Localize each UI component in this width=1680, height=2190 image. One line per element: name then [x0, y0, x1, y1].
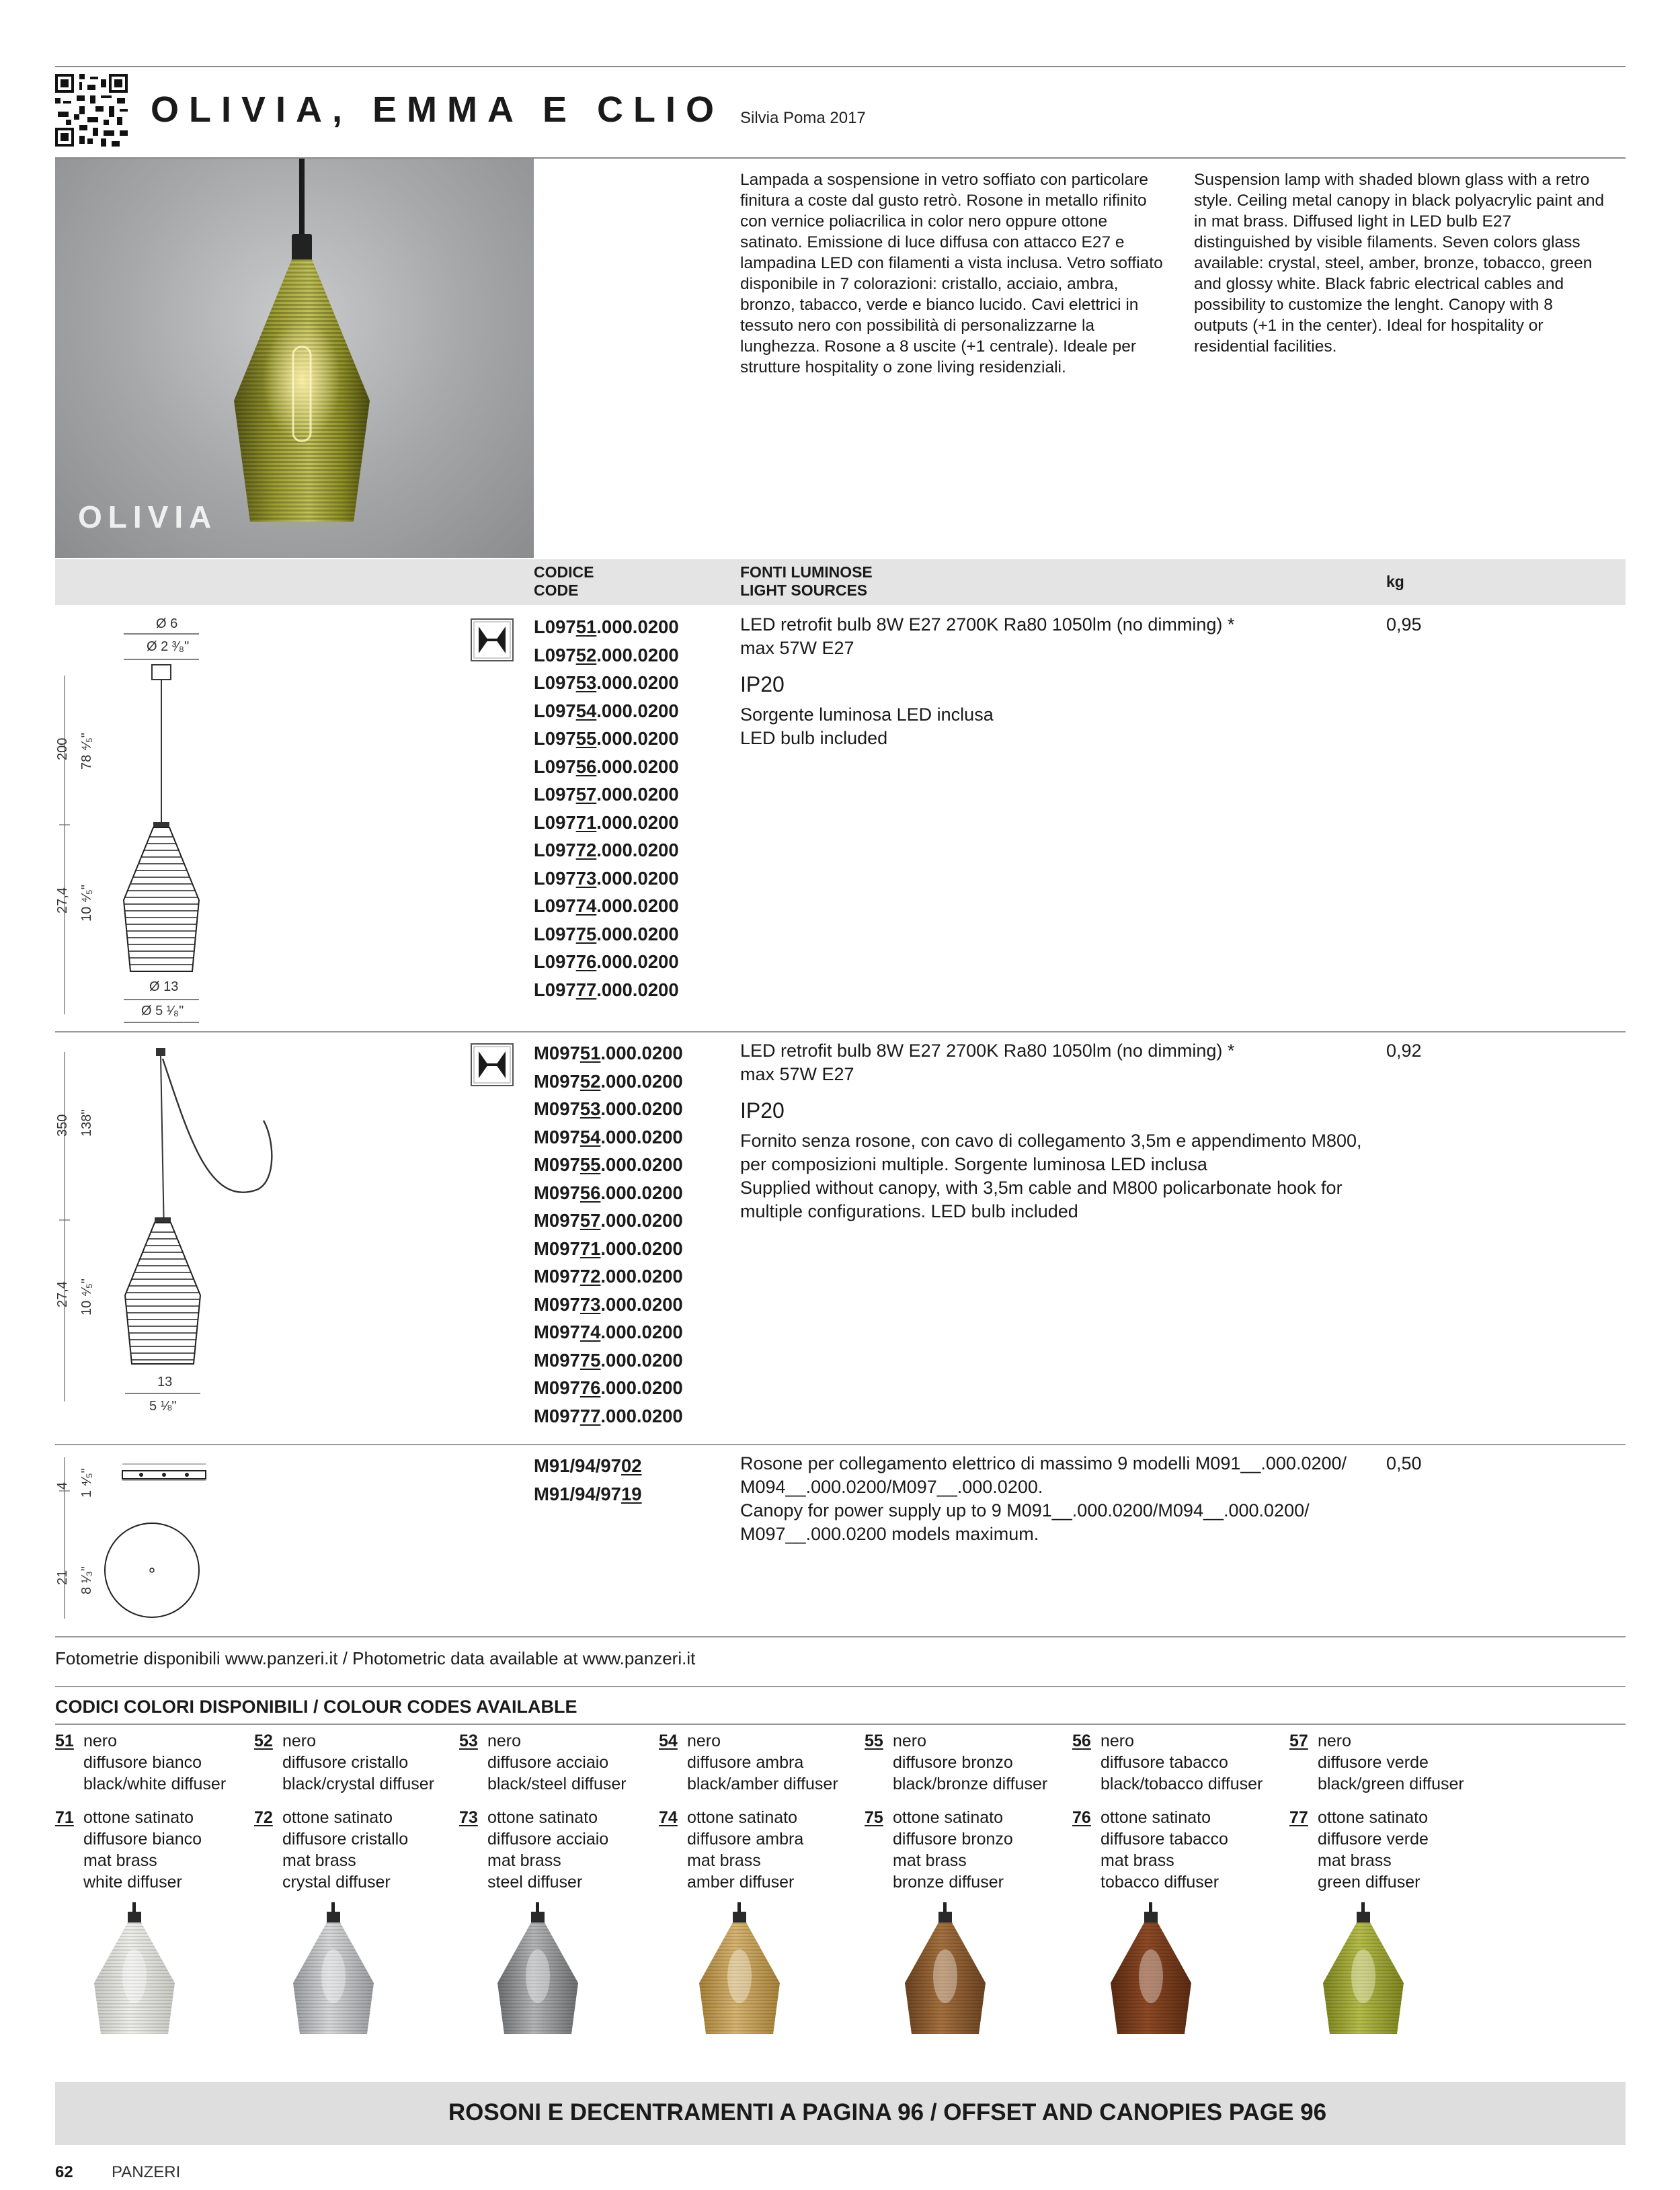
product-code: L09757.000.0200	[534, 784, 679, 805]
dimension-drawing-l097: Ø 6 Ø 2 ³⁄₈" 200 78 ⁴⁄₅" 27,4 10 ⁴⁄₅" Ø 13 Ø 5 ¹⁄₈"	[55, 608, 264, 1025]
description-english: Suspension lamp with shaded blown glass with a retro style. Ceiling metal canopy in black polyacrylic paint and in mat brass. Diffused light in LED bulb E27 distinguished by visible filaments. Seven colors glass available: crystal, steel, amber, bronze, tobacco, green and glossy white. Black fabric electrical cables and possibility to customize the lenght. Canopy with 8 outputs (+1 in the center). Ideal for hospitality or residential facilities.	[1194, 171, 1605, 356]
product-codes-l097	[534, 613, 679, 1004]
light-source-l097: LED retrofit bulb 8W E27 2700K Ra80 1050lm (no dimming) * max 57W E27	[740, 614, 1235, 658]
product-code: M09756.000.0200	[534, 1182, 683, 1203]
column-header-code: CODICE CODE	[534, 563, 594, 599]
dimension-drawing-m097: 350 138" 27,4 10 ⁴⁄₅" 13 5 ⅛"	[55, 1039, 297, 1422]
top-rule	[55, 66, 1626, 67]
product-code: L09753.000.0200	[534, 672, 679, 693]
glass-swatch-tobacco	[1084, 1902, 1218, 2037]
note-m097: Fornito senza rosone, con cavo di collegamento 3,5m e appendimento M800, per composizioni multiple. Sorgente luminosa LED inclusa Supplied without canopy, with 3,5m cable and M800 policarbonate hook for multiple configurations. LED bulb included	[740, 1131, 1362, 1221]
product-code: L09777.000.0200	[534, 979, 679, 1000]
row-divider	[55, 1031, 1626, 1032]
column-header-light-sources: FONTI LUMINOSE LIGHT SOURCES	[740, 563, 873, 599]
weight-m097: 0,92	[1386, 1041, 1422, 1061]
row-divider	[55, 1444, 1626, 1445]
brand-name: PANZERI	[112, 2163, 181, 2181]
product-code: M09773.000.0200	[534, 1293, 683, 1315]
glass-swatch-steel	[471, 1902, 605, 2037]
column-header-weight: kg	[1386, 573, 1404, 590]
section-divider	[55, 1686, 1626, 1687]
product-codes-canopy	[534, 1452, 642, 1508]
page-number: 62	[55, 2163, 73, 2181]
glass-swatch-crystal	[266, 1902, 401, 2037]
product-code: L09754.000.0200	[534, 700, 679, 721]
light-source-m097: LED retrofit bulb 8W E27 2700K Ra80 1050lm (no dimming) * max 57W E27	[740, 1041, 1235, 1084]
suspension-mount-icon	[471, 618, 514, 661]
hero-product-label: OLIVIA	[78, 499, 218, 534]
canopy-description: Rosone per collegamento elettrico di massimo 9 modelli M091__.000.0200/ M094__.000.0200/M097__.000.0200. Canopy for power supply up to 9 M091__.000.0200/M094__.000.0200/ M097__.000.0200 models maximum.	[740, 1453, 1347, 1544]
suspension-mount-icon	[471, 1043, 514, 1086]
product-code: M09755.000.0200	[534, 1154, 683, 1175]
qr-code-icon	[55, 74, 128, 147]
weight-l097: 0,95	[1386, 614, 1422, 635]
product-code: M91/94/9719	[534, 1483, 642, 1504]
product-code: L09773.000.0200	[534, 867, 679, 889]
product-code: M09776.000.0200	[534, 1377, 683, 1398]
product-code: M09754.000.0200	[534, 1126, 683, 1147]
designer-credit: Silvia Poma 2017	[740, 109, 866, 127]
offset-canopies-banner	[55, 2082, 1626, 2145]
product-code: L09775.000.0200	[534, 923, 679, 944]
product-code: L09752.000.0200	[534, 644, 679, 665]
weight-canopy: 0,50	[1386, 1453, 1422, 1473]
hero-photo	[55, 159, 534, 558]
product-code: M09775.000.0200	[534, 1349, 683, 1371]
colour-codes-title: CODICI COLORI DISPONIBILI / COLOUR CODES AVAILABLE	[55, 1697, 577, 1717]
offset-canopies-banner-text: ROSONI E DECENTRAMENTI A PAGINA 96 / OFFSET AND CANOPIES PAGE 96	[448, 2099, 1327, 2125]
glass-swatch-white	[67, 1902, 202, 2037]
ip-rating-l097: IP20	[740, 672, 785, 696]
product-code: M09777.000.0200	[534, 1405, 683, 1426]
section-divider	[55, 1723, 1626, 1725]
description-italian: Lampada a sospensione in vetro soffiato con particolare finitura a coste dal gusto retrò. Rosone in metallo rifinito con vernice poliacrilica in color nero oppure ottone satinato. Emissione di luce diffusa con attacco E27 e lampadina LED con filamenti a vista inclusa. Vetro soffiato disponibile in 7 colorazioni: cristallo, acciaio, ambra, bronzo, tabacco, verde e bianco lucido. Cavi elettrici in tessuto nero con possibilità di personalizzarne la lunghezza. Rosone a 8 uscite (+1 centrale). Ideale per strutture hospitality o zone living residenziali.	[740, 171, 1163, 376]
ip-rating-m097: IP20	[740, 1098, 785, 1123]
glass-swatch-green	[1296, 1902, 1431, 2037]
product-code: L09771.000.0200	[534, 811, 679, 833]
product-code: L09756.000.0200	[534, 756, 679, 777]
dimension-drawing-canopy: 4 1 ⁴⁄₅" 21 8 ¹⁄₃"	[55, 1451, 257, 1625]
photometric-note: Fotometrie disponibili www.panzeri.it / Photometric data available at www.panzeri.it	[55, 1648, 696, 1668]
product-code: M91/94/9702	[534, 1455, 642, 1476]
product-code: M09772.000.0200	[534, 1266, 683, 1287]
product-code: L09755.000.0200	[534, 728, 679, 749]
product-code: L09776.000.0200	[534, 951, 679, 972]
row-divider	[55, 1636, 1626, 1637]
product-code: L09772.000.0200	[534, 840, 679, 860]
product-code: M09757.000.0200	[534, 1210, 683, 1231]
product-code: M09771.000.0200	[534, 1238, 683, 1259]
note-l097: Sorgente luminosa LED inclusa LED bulb included	[740, 704, 994, 748]
product-code: M09752.000.0200	[534, 1070, 683, 1092]
product-codes-m097	[534, 1039, 683, 1430]
product-code: M09753.000.0200	[534, 1098, 683, 1119]
product-code: M09751.000.0200	[534, 1043, 683, 1063]
glass-swatch-bronze	[878, 1902, 1012, 2037]
glass-swatch-amber	[672, 1902, 807, 2037]
olivia-pendant-lamp-image	[55, 159, 534, 558]
product-code: L09774.000.0200	[534, 895, 679, 916]
page-title: OLIVIA, EMMA E CLIO	[151, 89, 725, 130]
product-code: L09751.000.0200	[534, 616, 679, 637]
product-code: M09774.000.0200	[534, 1322, 683, 1342]
